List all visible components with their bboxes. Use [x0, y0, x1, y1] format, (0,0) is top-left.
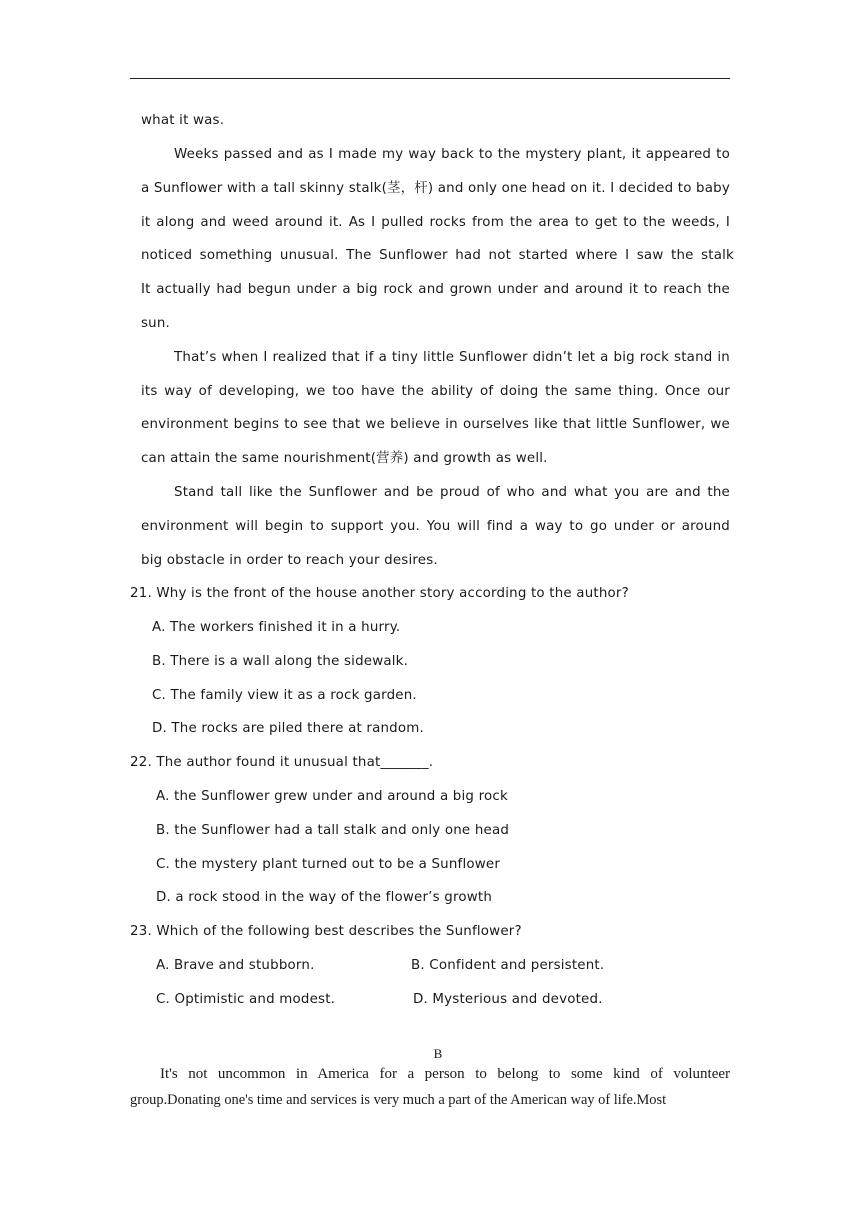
- passage-line: environment begins to see that we believe in ourselves like that little Sunflower, we: [141, 417, 730, 432]
- passage-line: noticed something unusual. The Sunflower had not started where I saw the stalk: [141, 248, 734, 263]
- passage-line: big obstacle in order to reach your desires.: [141, 553, 438, 568]
- passage-line: what it was.: [141, 113, 225, 128]
- question-22-option-a: A. the Sunflower grew under and around a big rock: [156, 789, 508, 804]
- passage-line: It actually had begun under a big rock and grown under and around it to reach the: [141, 282, 730, 297]
- section-b-heading: B: [433, 1046, 443, 1061]
- question-23-option-c: C. Optimistic and modest.: [156, 992, 336, 1007]
- passage-line: sun.: [141, 316, 171, 331]
- question-21-option-d: D. The rocks are piled there at random.: [152, 721, 424, 736]
- question-21-option-c: C. The family view it as a rock garden.: [152, 688, 417, 703]
- passage-line: its way of developing, we too have the ability of doing the same thing. Once our: [141, 384, 730, 399]
- question-21-stem: 21. Why is the front of the house another story according to the author?: [130, 586, 629, 601]
- question-23-option-d: D. Mysterious and devoted.: [413, 992, 603, 1007]
- question-22-stem: 22. The author found it unusual that_______.: [130, 755, 434, 770]
- passage-line: Weeks passed and as I made my way back to the mystery plant, it appeared to: [174, 147, 730, 162]
- question-22-option-c: C. the mystery plant turned out to be a Sunflower: [156, 857, 501, 872]
- question-21-option-b: B. There is a wall along the sidewalk.: [152, 654, 409, 669]
- passage-b-line: group.Donating one's time and services is very much a part of the American way of life.Most: [130, 1092, 667, 1108]
- question-22-option-d: D. a rock stood in the way of the flower’s growth: [156, 890, 493, 905]
- question-22-option-b: B. the Sunflower had a tall stalk and only one head: [156, 823, 510, 838]
- question-23-option-a: A. Brave and stubborn.: [156, 958, 315, 973]
- question-21-option-a: A. The workers finished it in a hurry.: [152, 620, 401, 635]
- passage-line: a Sunflower with a tall skinny stalk(茎，杆) and only one head on it. I decided to baby: [141, 181, 730, 196]
- passage-line: it along and weed around it. As I pulled rocks from the area to get to the weeds, I: [141, 215, 730, 230]
- header-rule: [130, 78, 730, 79]
- question-23-option-b: B. Confident and persistent.: [411, 958, 605, 973]
- question-23-stem: 23. Which of the following best describes the Sunflower?: [130, 924, 522, 939]
- passage-line: can attain the same nourishment(营养) and growth as well.: [141, 451, 548, 466]
- passage-b-line: It's not uncommon in America for a person to belong to some kind of volunteer: [160, 1066, 730, 1082]
- passage-line: Stand tall like the Sunflower and be proud of who and what you are and the: [174, 485, 730, 500]
- passage-line: environment will begin to support you. You will find a way to go under or around: [141, 519, 730, 534]
- passage-line: That’s when I realized that if a tiny little Sunflower didn’t let a big rock stand in: [174, 350, 730, 365]
